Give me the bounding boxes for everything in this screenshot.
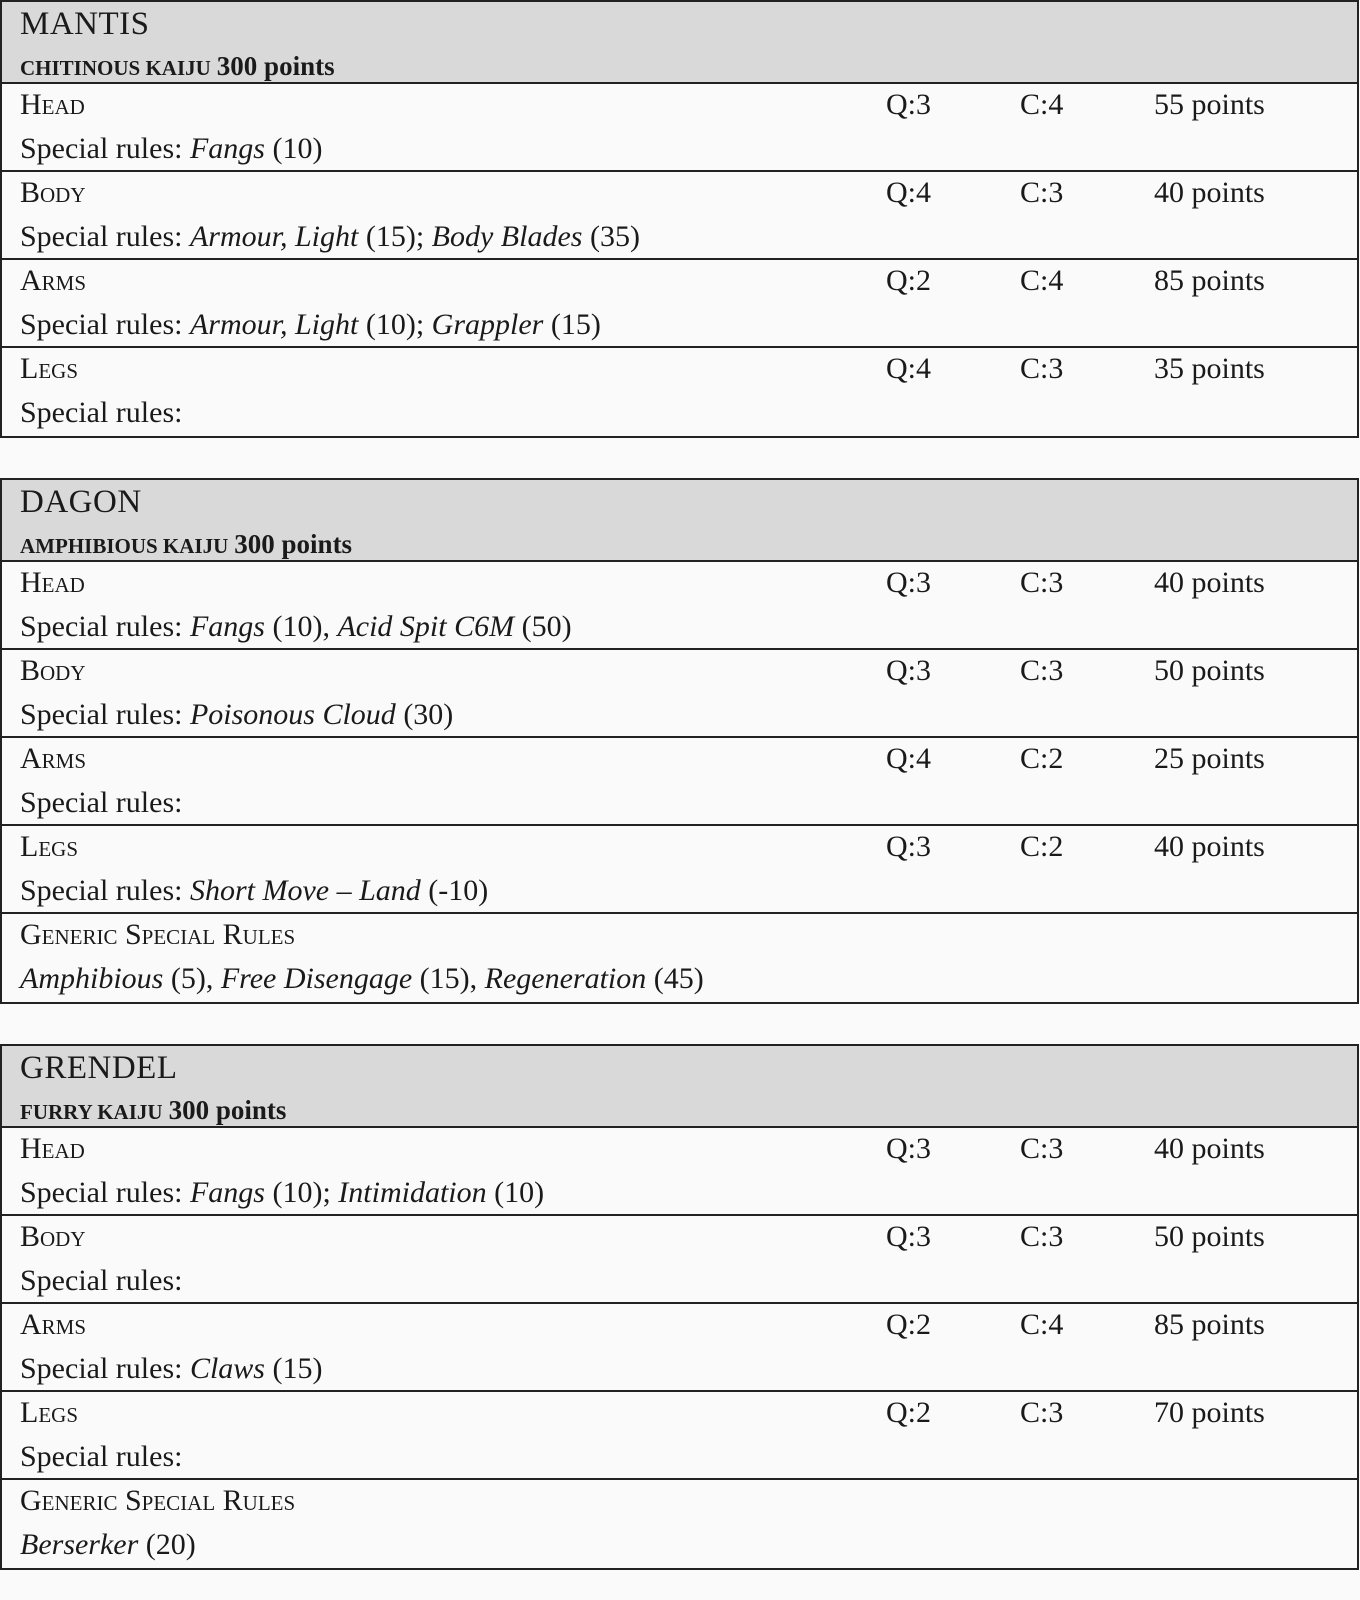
part-points: 55 points — [1154, 88, 1265, 121]
rule-separator: ; — [415, 308, 432, 341]
rule-cost: (15) — [412, 962, 470, 995]
rule-separator: , — [469, 962, 485, 995]
special-rules-label: Special rules: — [20, 1440, 183, 1473]
rule-cost: (20) — [138, 1528, 196, 1561]
part-points: 40 points — [1154, 176, 1265, 209]
part-row — [2, 650, 1357, 738]
part-row — [2, 1216, 1357, 1304]
special-rules — [20, 1528, 196, 1562]
rule-name: Amphibious — [20, 962, 164, 995]
rule-cost: (10) — [486, 1176, 545, 1209]
part-points: 85 points — [1154, 264, 1265, 297]
part-row — [2, 738, 1357, 826]
rule-name: Berserker — [20, 1528, 139, 1561]
special-rules — [20, 1264, 182, 1298]
special-rules — [20, 396, 182, 430]
part-name: Body — [20, 654, 86, 687]
part-row — [2, 84, 1357, 172]
part-points: 25 points — [1154, 742, 1265, 775]
quality-stat: Q:4 — [886, 176, 931, 209]
quality-stat: Q:3 — [886, 88, 931, 121]
part-name: Arms — [20, 742, 87, 775]
quality-stat: Q:3 — [886, 1220, 931, 1253]
part-name: Body — [20, 1220, 86, 1253]
combat-stat: C:3 — [1020, 1132, 1064, 1165]
kaiju-card — [0, 478, 1359, 1004]
rule-name: Short Move – Land — [189, 874, 421, 907]
rule-cost: (45) — [646, 962, 704, 995]
quality-stat: Q:3 — [886, 654, 931, 687]
quality-stat: Q:3 — [886, 830, 931, 863]
part-name: Generic Special Rules — [20, 918, 296, 951]
part-name: Head — [20, 88, 85, 121]
special-rules-label: Special rules: — [20, 786, 183, 819]
special-rules-label: Special rules: — [20, 132, 183, 165]
rule-cost: (5) — [163, 962, 206, 995]
kaiju-type-line — [20, 1095, 286, 1126]
rule-name: Claws — [189, 1352, 265, 1385]
part-points: 50 points — [1154, 654, 1265, 687]
special-rules — [20, 874, 488, 908]
part-row — [2, 172, 1357, 260]
part-points: 35 points — [1154, 352, 1265, 385]
combat-stat: C:3 — [1020, 176, 1064, 209]
special-rules-label: Special rules: — [20, 698, 183, 731]
kaiju-type: FURRY KAIJU — [20, 1100, 163, 1124]
combat-stat: C:4 — [1020, 1308, 1064, 1341]
kaiju-total-points: 300 points — [168, 1095, 287, 1125]
special-rules-label: Special rules: — [20, 396, 183, 429]
special-rules — [20, 308, 601, 342]
special-rules — [20, 962, 704, 996]
rule-name: Fangs — [189, 132, 265, 165]
kaiju-header — [2, 2, 1357, 84]
quality-stat: Q:4 — [886, 352, 931, 385]
part-name: Head — [20, 566, 85, 599]
part-row — [2, 348, 1357, 436]
special-rules — [20, 1440, 182, 1474]
combat-stat: C:4 — [1020, 264, 1064, 297]
combat-stat: C:3 — [1020, 352, 1064, 385]
kaiju-total-points: 300 points — [216, 51, 335, 81]
part-points: 40 points — [1154, 830, 1265, 863]
special-rules — [20, 786, 182, 820]
kaiju-type: AMPHIBIOUS KAIJU — [20, 534, 229, 558]
rule-separator: ; — [415, 220, 432, 253]
part-name: Body — [20, 176, 86, 209]
special-rules-label: Special rules: — [20, 1352, 183, 1385]
rule-name: Grappler — [431, 308, 544, 341]
rule-name: Fangs — [189, 1176, 265, 1209]
rule-cost: (10) — [358, 308, 416, 341]
kaiju-card — [0, 0, 1359, 438]
rule-cost: (10) — [264, 132, 323, 165]
special-rules — [20, 220, 640, 254]
combat-stat: C:2 — [1020, 830, 1064, 863]
special-rules — [20, 610, 572, 644]
quality-stat: Q:3 — [886, 566, 931, 599]
kaiju-name: MANTIS — [20, 6, 150, 42]
rule-name: Acid Spit C6M — [337, 610, 515, 643]
part-row — [2, 562, 1357, 650]
combat-stat: C:3 — [1020, 566, 1064, 599]
kaiju-card — [0, 1044, 1359, 1570]
rule-name: Free Disengage — [220, 962, 413, 995]
special-rules — [20, 132, 322, 166]
quality-stat: Q:2 — [886, 1396, 931, 1429]
kaiju-header — [2, 1046, 1357, 1128]
rule-name: Body Blades — [431, 220, 583, 253]
rule-name: Intimidation — [338, 1176, 487, 1209]
part-name: Legs — [20, 830, 78, 863]
rule-separator: ; — [322, 1176, 339, 1209]
kaiju-type-line — [20, 529, 352, 560]
rule-separator: , — [205, 962, 221, 995]
part-name: Legs — [20, 352, 78, 385]
rule-cost: (15) — [264, 1352, 323, 1385]
part-row — [2, 914, 1357, 1002]
kaiju-total-points: 300 points — [234, 529, 353, 559]
rule-name: Armour, Light — [189, 220, 359, 253]
rule-cost: (-10) — [420, 874, 489, 907]
combat-stat: C:2 — [1020, 742, 1064, 775]
rule-cost: (10) — [264, 1176, 323, 1209]
rule-cost: (10) — [264, 610, 323, 643]
special-rules-label: Special rules: — [20, 1264, 183, 1297]
kaiju-header — [2, 480, 1357, 562]
combat-stat: C:3 — [1020, 654, 1064, 687]
rule-cost: (35) — [582, 220, 640, 253]
rule-name: Fangs — [189, 610, 265, 643]
special-rules — [20, 698, 453, 732]
part-points: 85 points — [1154, 1308, 1265, 1341]
combat-stat: C:3 — [1020, 1396, 1064, 1429]
rule-cost: (30) — [395, 698, 454, 731]
part-name: Arms — [20, 1308, 87, 1341]
part-points: 40 points — [1154, 1132, 1265, 1165]
part-row — [2, 260, 1357, 348]
rule-cost: (15) — [543, 308, 601, 341]
special-rules — [20, 1176, 544, 1210]
rule-name: Poisonous Cloud — [189, 698, 396, 731]
kaiju-name: GRENDEL — [20, 1050, 178, 1086]
special-rules-label: Special rules: — [20, 874, 183, 907]
combat-stat: C:4 — [1020, 88, 1064, 121]
kaiju-type-line — [20, 51, 335, 82]
special-rules-label: Special rules: — [20, 610, 183, 643]
part-name: Legs — [20, 1396, 78, 1429]
kaiju-type: CHITINOUS KAIJU — [20, 56, 211, 80]
rule-name: Armour, Light — [189, 308, 359, 341]
special-rules-label: Special rules: — [20, 308, 183, 341]
part-name: Head — [20, 1132, 85, 1165]
rule-name: Regeneration — [484, 962, 647, 995]
part-row — [2, 1304, 1357, 1392]
rule-cost: (50) — [514, 610, 572, 643]
part-name: Generic Special Rules — [20, 1484, 296, 1517]
part-row — [2, 1128, 1357, 1216]
part-points: 40 points — [1154, 566, 1265, 599]
special-rules-label: Special rules: — [20, 220, 183, 253]
quality-stat: Q:4 — [886, 742, 931, 775]
rule-separator: , — [322, 610, 338, 643]
part-row — [2, 1480, 1357, 1568]
part-name: Arms — [20, 264, 87, 297]
special-rules — [20, 1352, 322, 1386]
part-row — [2, 826, 1357, 914]
part-row — [2, 1392, 1357, 1480]
rule-cost: (15) — [358, 220, 416, 253]
quality-stat: Q:2 — [886, 264, 931, 297]
special-rules-label: Special rules: — [20, 1176, 183, 1209]
quality-stat: Q:2 — [886, 1308, 931, 1341]
kaiju-name: DAGON — [20, 484, 142, 520]
part-points: 50 points — [1154, 1220, 1265, 1253]
combat-stat: C:3 — [1020, 1220, 1064, 1253]
quality-stat: Q:3 — [886, 1132, 931, 1165]
part-points: 70 points — [1154, 1396, 1265, 1429]
